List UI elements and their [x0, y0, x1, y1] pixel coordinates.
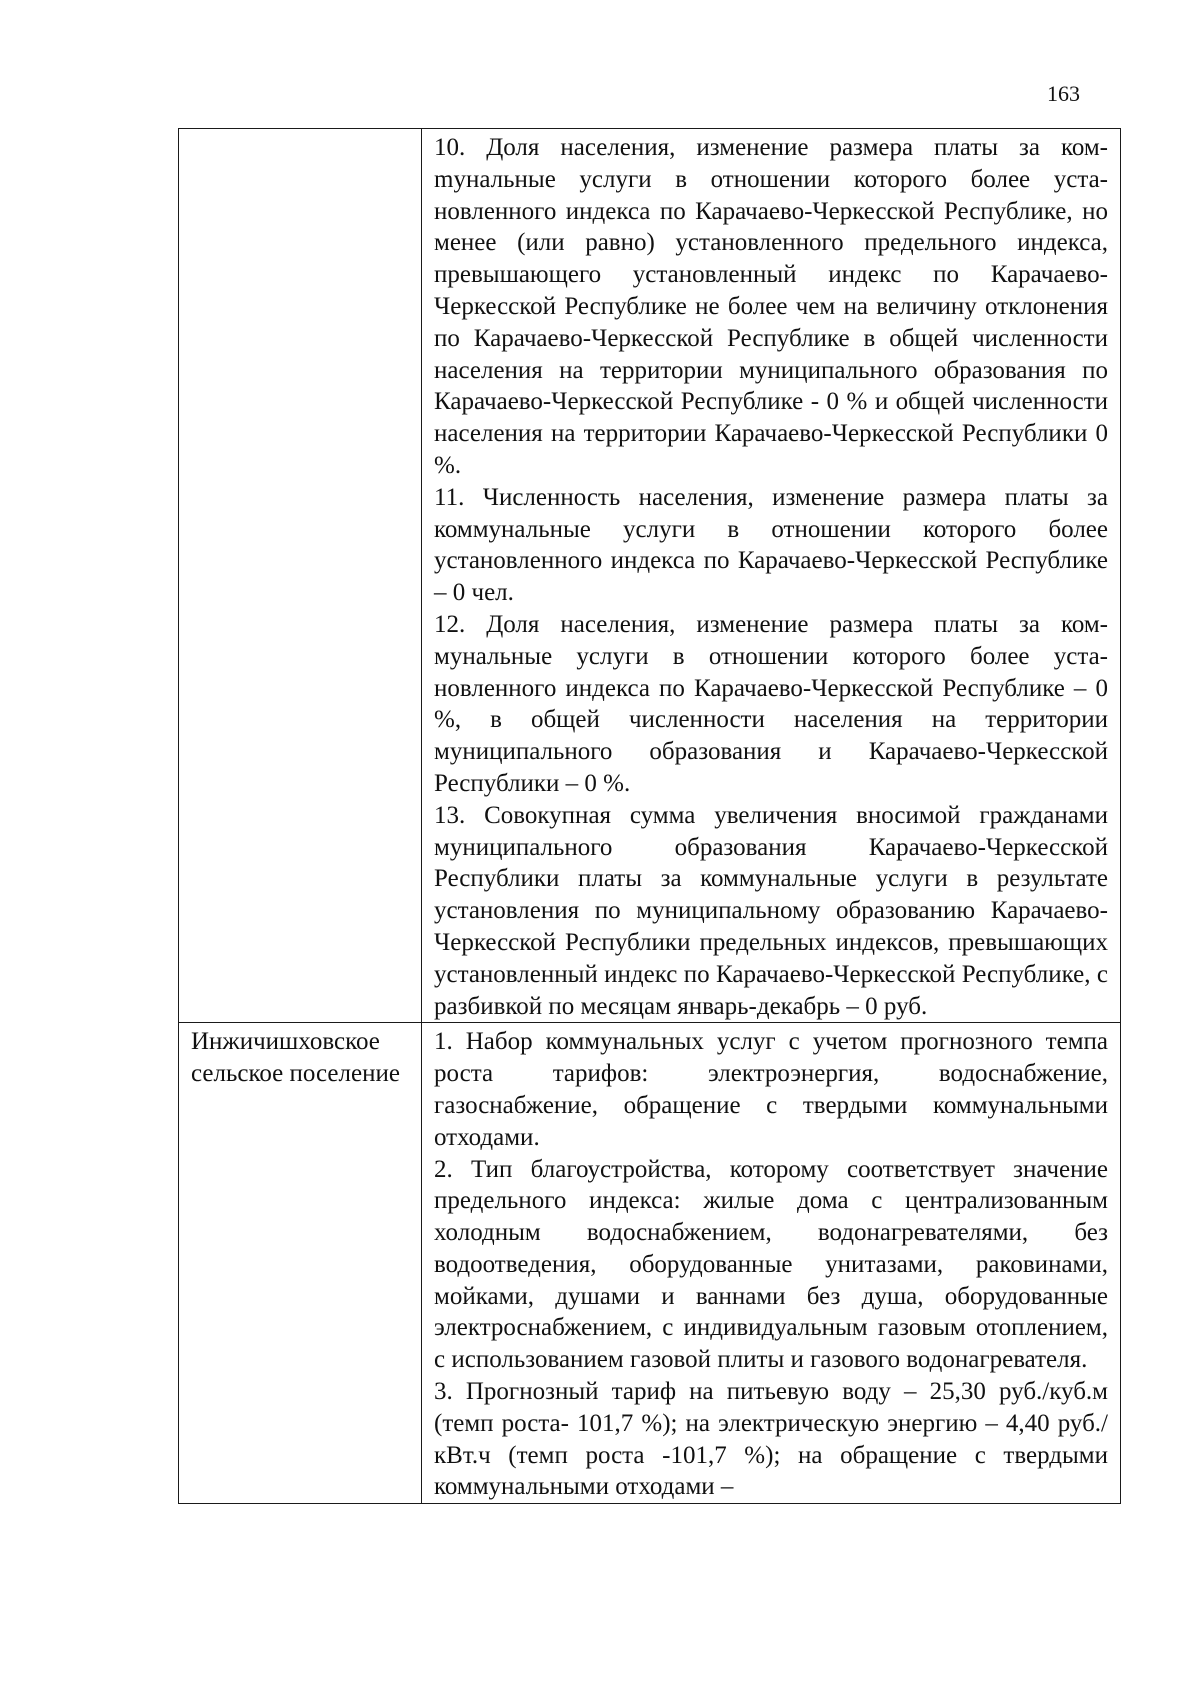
municipality-name: Инжичишховское сельское поселение [191, 1028, 400, 1088]
indicator-paragraph: 13. Совокупная сумма увеличения вносимой гражданами муниципального образования Карачаево-Черкесской Республики платы за коммунальные услуги в результате установления по муниципальному образованию Карачаево-Черкесской Республики предельных индексов, превышающих установленный индекс по Карачаево-Черкесской Республике, с разбивкой по месяцам январь-декабрь – 0 руб. [434, 801, 1108, 1020]
municipality-cell [179, 1023, 422, 1504]
municipality-cell [179, 129, 422, 1023]
indicator-paragraph: 1. Набор коммунальных услуг с учетом прогнозного темпа роста тарифов: электроэнергия, водоснабжение, газоснабжение, обращение с твердыми коммунальными отходами. [434, 1028, 1108, 1151]
table-row [179, 1023, 1121, 1504]
table-row [179, 129, 1121, 1023]
indicators-cell [422, 1023, 1121, 1504]
document-table [178, 128, 1121, 1504]
indicator-paragraph: 3. Прогнозный тариф на питьевую воду – 25,30 руб./куб.м (темп роста- 101,7 %); на электрическую энергию – 4,40 руб./кВт.ч (темп роста -101,7 %); на обращение с твердыми коммунальными отходами – [434, 1378, 1108, 1501]
indicator-paragraph: 11. Численность населения, изменение размера платы за коммунальные услуги в отношении которого более установленного индекса по Карачаево-Черкесской Республике – 0 чел. [434, 483, 1108, 607]
indicator-paragraph: 2. Тип благоустройства, которому соответствует значение предельного индекса: жилые дома с централизованным холодным водоснабжением, водонагревателями, без водоотведения, оборудованные унитазами, раковинами, мойками, душами и ваннами без душа, оборудованные электроснабжением, с индивидуальным газовым отоплением, с использованием газовой плиты и газового водонагревателя. [434, 1155, 1108, 1374]
page-number: 163 [1047, 81, 1080, 106]
indicators-cell [422, 129, 1121, 1023]
indicator-paragraph: 10. Доля населения, изменение размера платы за комmунальные услуги в отношении которого более установленного индекса по Карачаево-Черкесской Республике, но менее (или равно) установленного предельного индекса, превышающего установленный индекс по Карачаево-Черкесской Республике не более чем на величину отклонения по Карачаево-Черкесской Республике в общей численности населения на территории муниципального образования по Карачаево-Черкесской Республике - 0 % и общей численности населения на территории Карачаево-Черкесской Республики 0 %. [434, 134, 1108, 479]
indicator-paragraph: 12. Доля населения, изменение размера платы за коммунальные услуги в отношении которого более установленного индекса по Карачаево-Черкесской Республике – 0 %, в общей численности населения на территории муниципального образования и Карачаево-Черкесской Республики – 0 %. [434, 610, 1108, 797]
